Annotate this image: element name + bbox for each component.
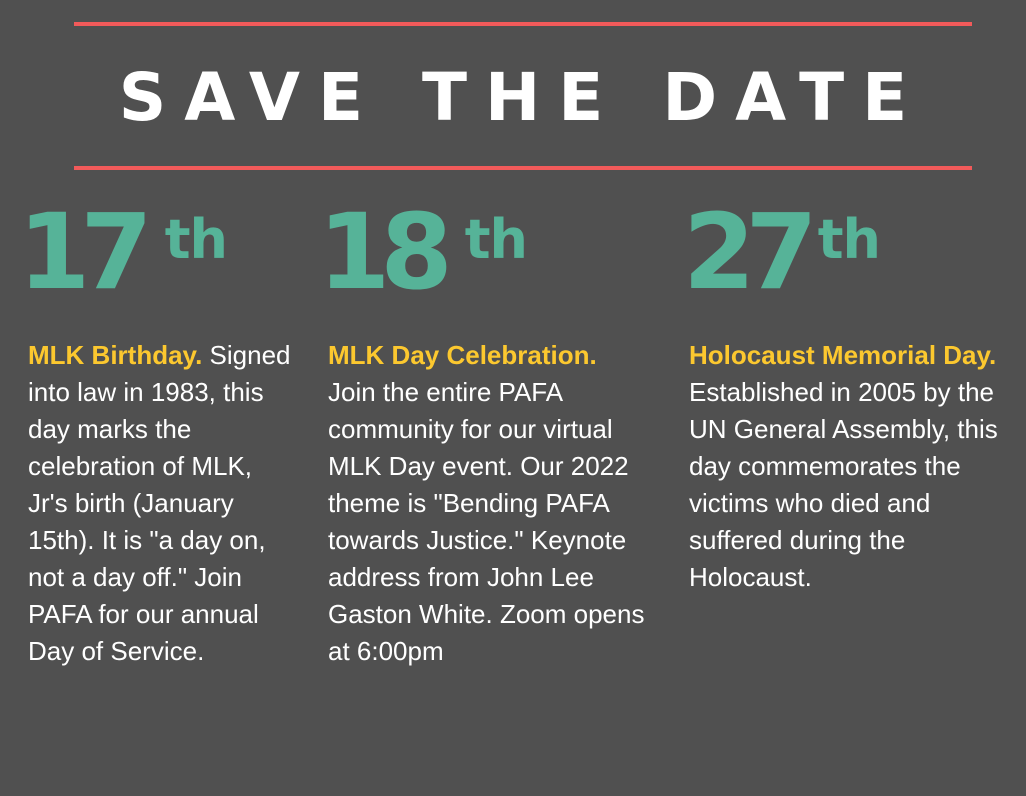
event-description-2 — [328, 337, 648, 670]
event-date-1 — [18, 191, 227, 313]
event-date-3 — [683, 191, 880, 313]
event-description-1 — [28, 337, 298, 670]
date-number: 18 — [318, 191, 443, 313]
event-date-2 — [318, 191, 527, 313]
page-title: SAVE THE DATE — [118, 59, 926, 136]
date-number: 17 — [18, 191, 143, 313]
event-description-3 — [689, 337, 1011, 596]
event-name: MLK Day Celebration. — [328, 340, 597, 370]
top-divider — [74, 22, 972, 26]
date-suffix: th — [817, 208, 880, 271]
event-text: Signed into law in 1983, this day marks the celebration of MLK, Jr's birth (January 15th). It is "a day on, not a day off." Join PAFA for our annual Day of Service. — [28, 340, 291, 666]
event-text: Join the entire PAFA community for our virtual MLK Day event. Our 2022 theme is "Bending PAFA towards Justice." Keynote address from John Lee Gaston White. Zoom opens at 6:00pm — [328, 377, 645, 666]
date-suffix: th — [464, 208, 527, 271]
bottom-divider — [74, 166, 972, 170]
event-name: Holocaust Memorial Day. — [689, 340, 997, 370]
date-suffix: th — [164, 208, 227, 271]
event-text: Established in 2005 by the UN General Assembly, this day commemorates the victims who died and suffered during the Holocaust. — [689, 377, 998, 592]
date-number: 27 — [683, 191, 808, 313]
event-name: MLK Birthday. — [28, 340, 203, 370]
